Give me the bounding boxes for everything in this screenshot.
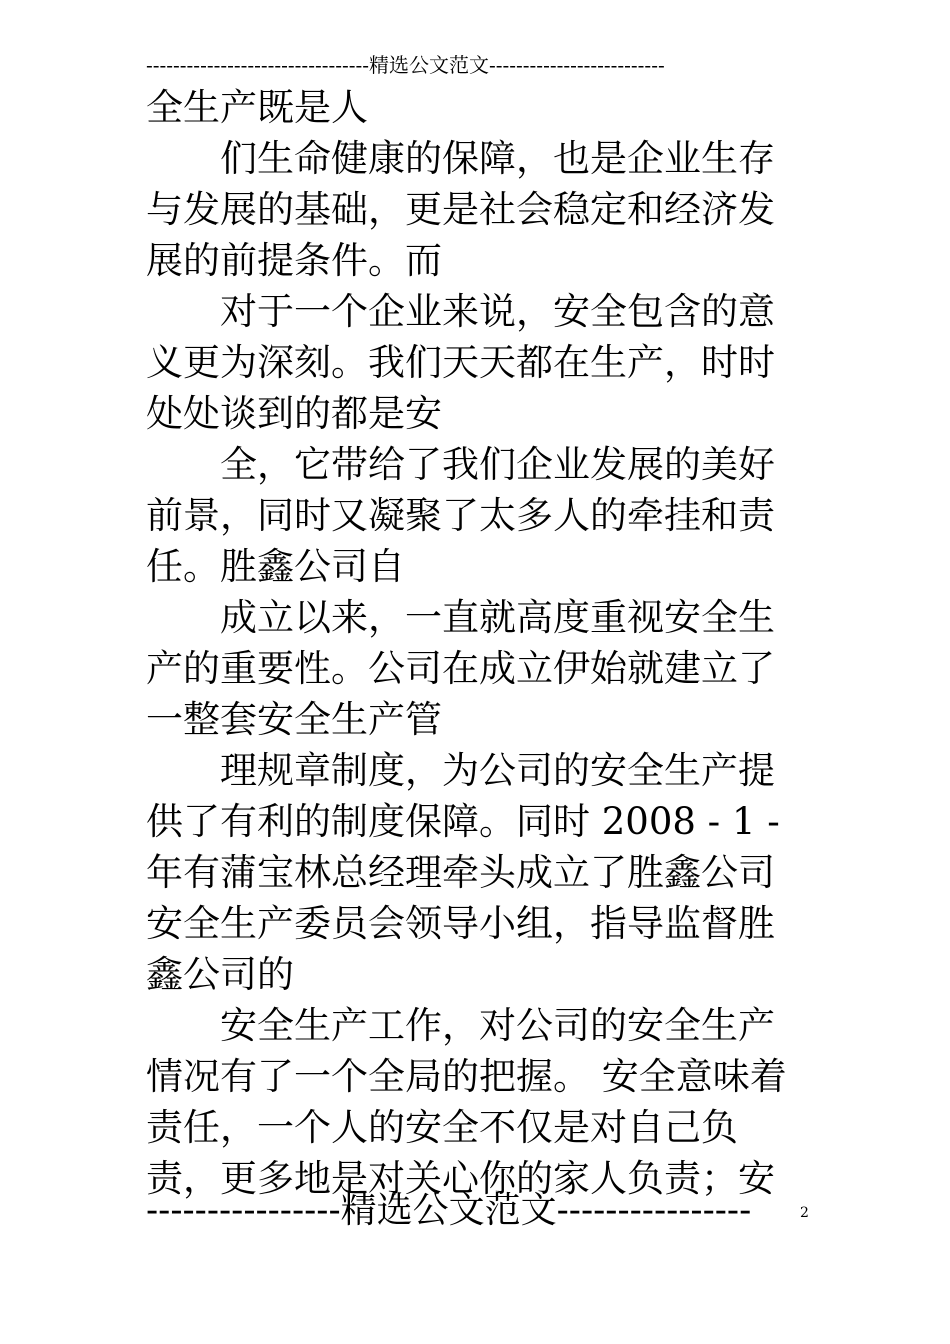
page-header: ---------------------------------精选公文范文-------------------------- bbox=[146, 53, 665, 77]
paragraph: 安全生产工作，对公司的安全生产情况有了一个全局的把握。 安全意味着责任，一个人的安全不仅是对自己负责，更多地是对关心你的家人负责；安 bbox=[146, 1004, 787, 1200]
paragraph: 理规章制度，为公司的安全生产提供了有利的制度保障。同时 2008 - 1 - 年有蒲宝林总经理牵头成立了胜鑫公司安全生产委员会领导小组，指导监督胜鑫公司的 bbox=[146, 749, 780, 996]
paragraph: 对于一个企业来说，安全包含的意义更为深刻。我们天天都在生产，时时处处谈到的都是安 bbox=[146, 290, 775, 435]
paragraph: 全，它带给了我们企业发展的美好前景，同时又凝聚了太多人的牵挂和责任。胜鑫公司自 bbox=[146, 443, 775, 588]
paragraph: 全生产既是人 bbox=[146, 86, 368, 129]
page-number: 2 bbox=[800, 1205, 809, 1221]
paragraph: 成立以来，一直就高度重视安全生产的重要性。公司在成立伊始就建立了一整套安全生产管 bbox=[146, 596, 775, 741]
page-footer: ----------------精选公文范文---------------- bbox=[146, 1190, 752, 1231]
paragraph: 们生命健康的保障，也是企业生存与发展的基础，更是社会稳定和经济发展的前提条件。而 bbox=[146, 137, 775, 282]
document-body bbox=[146, 82, 811, 1204]
